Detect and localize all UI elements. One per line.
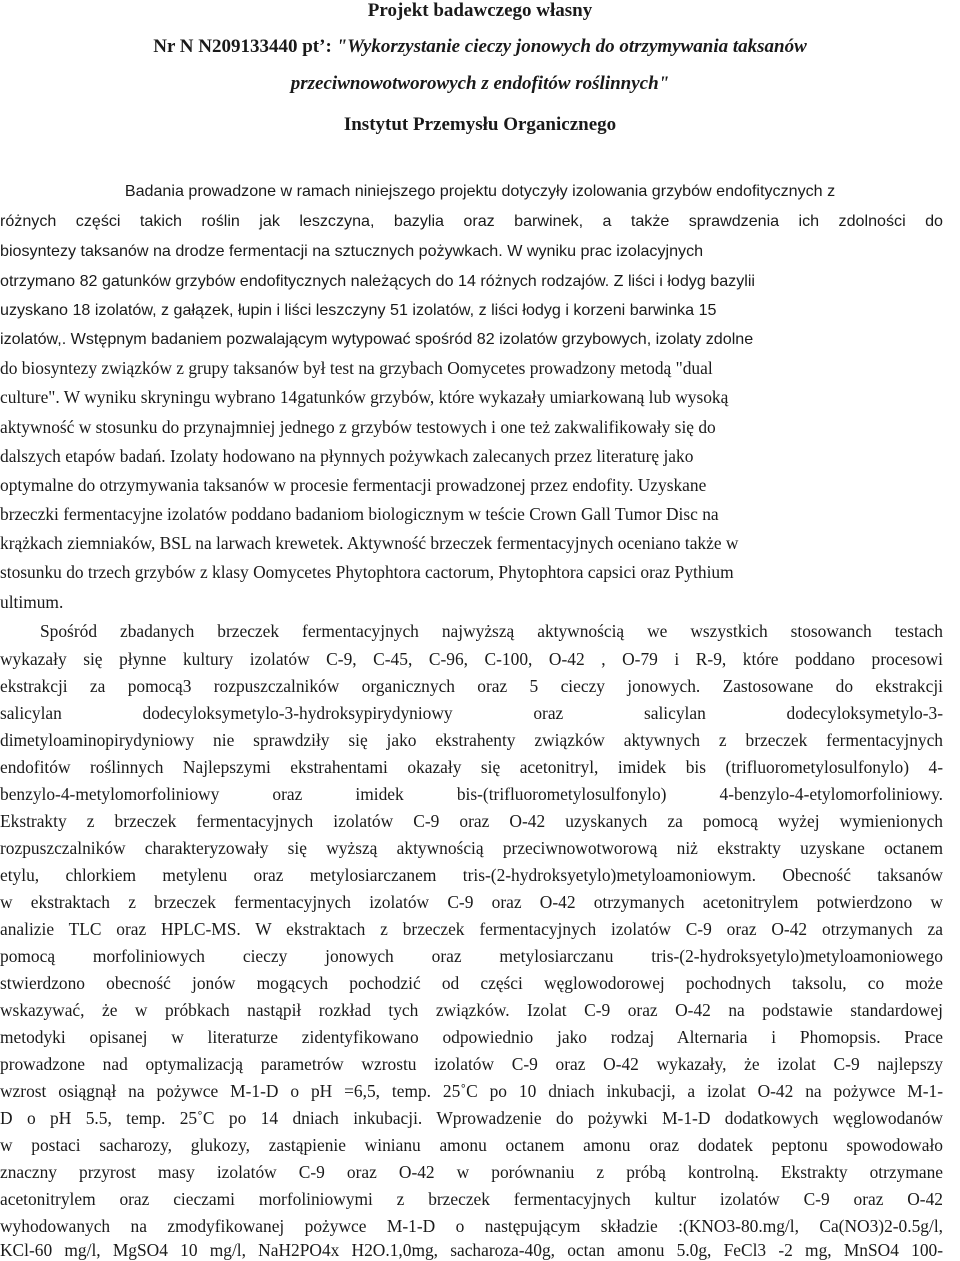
body-line: w ekstraktach z brzeczek fermentacyjnych izolatów C-9 oraz O-42 otrzymanych acetonitrylem potwierdzono w (0, 892, 943, 912)
body-line: benzylo-4-metylomorfoliniowy oraz imidek bis-(trifluorometylosulfonylo) 4-benzylo-4-etylomorfoliniowy. (0, 784, 943, 804)
body-line: salicylan dodecyloksymetylo-3-hydroksypirydyniowy oraz salicylan dodecyloksymetylo-3- (0, 703, 943, 723)
body-line: analizie TLC oraz HPLC-MS. W ekstraktach z brzeczek fermentacyjnych izolatów C-9 oraz O-42 otrzymanych za (0, 919, 943, 939)
body-line: rozpuszczalników charakteryzowały się wyższą aktywnością przeciwnowotworową niż ekstrakty uzyskane octanem (0, 838, 943, 858)
body-line: różnych części takich roślin jak leszczyna, bazylia oraz barwinek, a także sprawdzenia ich zdolności do (0, 212, 943, 230)
body-line: metodyki opisanej w literaturze zidentyfikowano odpowiednio jako rodzaj Alternaria i Phomopsis. Prace (0, 1027, 943, 1047)
body-line: culture". W wyniku skryningu wybrano 14gatunków grzybów, które wykazały umiarkowaną lub wysoką (0, 387, 729, 407)
body-line: otrzymano 82 gatunków grzybów endofitycznych należących do 14 różnych rodzajów. Z liści i łodyg bazylii (0, 272, 755, 290)
institution-name: Instytut Przemysłu Organicznego (343, 114, 617, 135)
body-line: ekstrakcji za pomocą3 rozpuszczalników organicznych oraz 5 cieczy jonowych. Zastosowane do ekstrakcji (0, 676, 943, 696)
body-line: wyhodowanych na zmodyfikowanej pożywce M-1-D o następującym składzie :(KNO3-80.mg/l, Ca(NO3)2-0.5g/l, (0, 1216, 943, 1236)
body-line: Badania prowadzone w ramach niniejszego projektu dotyczyły izolowania grzybów endofitycznych z (124, 182, 836, 200)
body-line: etylu, chlorkiem metylenu oraz metylosiarczanem tris-(2-hydroksyetylo)metyloamoniowym. Obecność taksanów (0, 865, 943, 885)
body-line: znaczny przyrost masy izolatów C-9 oraz O-42 w porównaniu z próbą kontrolną. Ekstrakty otrzymane (0, 1162, 943, 1182)
body-line: optymalne do otrzymywania taksanów w procesie fermentacji prowadzonej przez endofity. Uzyskane (0, 475, 707, 495)
project-number: Nr N N209133440 pt’: (153, 36, 337, 57)
body-line: Ekstrakty z brzeczek fermentacyjnych izolatów C-9 oraz O-42 uzyskanych za pomocą wyżej wymienionych (0, 811, 943, 831)
project-number-line (0, 36, 960, 58)
body-line: krążkach ziemniaków, BSL na larwach krewetek. Aktywność brzeczek fermentacyjnych oceniano także w (0, 533, 739, 553)
body-line: ultimum. (0, 592, 64, 612)
body-line: dalszych etapów badań. Izolaty hodowano na płynnych pożywkach zalecanych przez literaturę jako (0, 446, 694, 466)
document-title: Projekt badawczego własny (367, 0, 593, 21)
body-line: wskazywać, że w próbkach nastąpił rozkład tych związków. Izolat C-9 oraz O-42 na podstawie standardowej (0, 1000, 943, 1020)
body-line: brzeczki fermentacyjne izolatów poddano badaniom biologicznym w teście Crown Gall Tumor Disc na (0, 504, 719, 524)
body-line: biosyntezy taksanów na drodze fermentacji na sztucznych pożywkach. W wyniku prac izolacyjnych (0, 242, 704, 260)
body-line: stosunku do trzech grzybów z klasy Oomycetes Phytophtora cactorum, Phytophtora capsici oraz Pythium (0, 562, 734, 582)
body-line: endofitów roślinnych Najlepszymi ekstrahentami okazały się acetonitryl, imidek bis (trifluorometylosulfonylo) 4- (0, 757, 943, 777)
body-line: Spośród zbadanych brzeczek fermentacyjnych najwyższą aktywnością we wszystkich stosowanch testach (40, 621, 943, 641)
body-line: wzrost osiągnął na pożywce M-1-D o pH =6,5, temp. 25˚C po 10 dniach inkubacji, a izolat O-42 na pożywce M-1- (0, 1081, 943, 1101)
body-line: do biosyntezy związków z grupy taksanów był test na grzybach Oomycetes prowadzony metodą "dual (0, 358, 713, 378)
body-line: dimetyloaminopirydyniowy nie sprawdziły się jako ekstrahenty związków aktywnych z brzeczek fermentacyjnych (0, 730, 943, 750)
body-line: stwierdzono obecność jonów mogących pochodzić od części węglowodorowej pochodnych taksolu, co może (0, 973, 943, 993)
body-line: wykazały się płynne kultury izolatów C-9, C-45, C-96, C-100, O-42 , O-79 i R-9, które poddano procesowi (0, 649, 943, 669)
body-line: prowadzone nad optymalizacją parametrów wzrostu izolatów C-9 oraz O-42 wykazały, że izolat C-9 najlepszy (0, 1054, 943, 1074)
body-line: D o pH 5.5, temp. 25˚C po 14 dniach inkubacji. Wprowadzenie do pożywki M-1-D dodatkowych węglowodanów (0, 1108, 943, 1128)
body-line: w postaci sacharozy, glukozy, zastąpienie winianu amonu octanem amonu oraz dodatek peptonu spowodowało (0, 1135, 943, 1155)
body-line: uzyskano 18 izolatów, z gałązek, łupin i liści leszczyny 51 izolatów, z liści łodyg i korzeni barwinka 15 (0, 301, 717, 319)
body-line: KCl-60 mg/l, MgSO4 10 mg/l, NaH2PO4x H2O.1,0mg, sacharoza-40g, octan amonu 5.0g, FeCl3 -2 mg, MnSO4 100- (0, 1240, 943, 1260)
body-line: pomocą morfoliniowych cieczy jonowych oraz metylosiarczanu tris-(2-hydroksyetylo)metyloamoniowego (0, 946, 943, 966)
project-title-part2: przeciwnowotworowych z endofitów roślinnych" (290, 73, 670, 94)
project-title-part1: "Wykorzystanie cieczy jonowych do otrzymywania taksanów (336, 36, 807, 57)
body-line: acetonitrylem oraz cieczami morfoliniowymi z brzeczek fermentacyjnych kultur izolatów C-9 oraz O-42 (0, 1189, 943, 1209)
body-line: aktywność w stosunku do przynajmniej jednego z grzybów testowych i one też zakwalifikowały się do (0, 417, 716, 437)
body-line: izolatów,. Wstępnym badaniem pozwalającym wytypować spośród 82 izolatów grzybowych, izolaty zdolne (0, 330, 754, 348)
